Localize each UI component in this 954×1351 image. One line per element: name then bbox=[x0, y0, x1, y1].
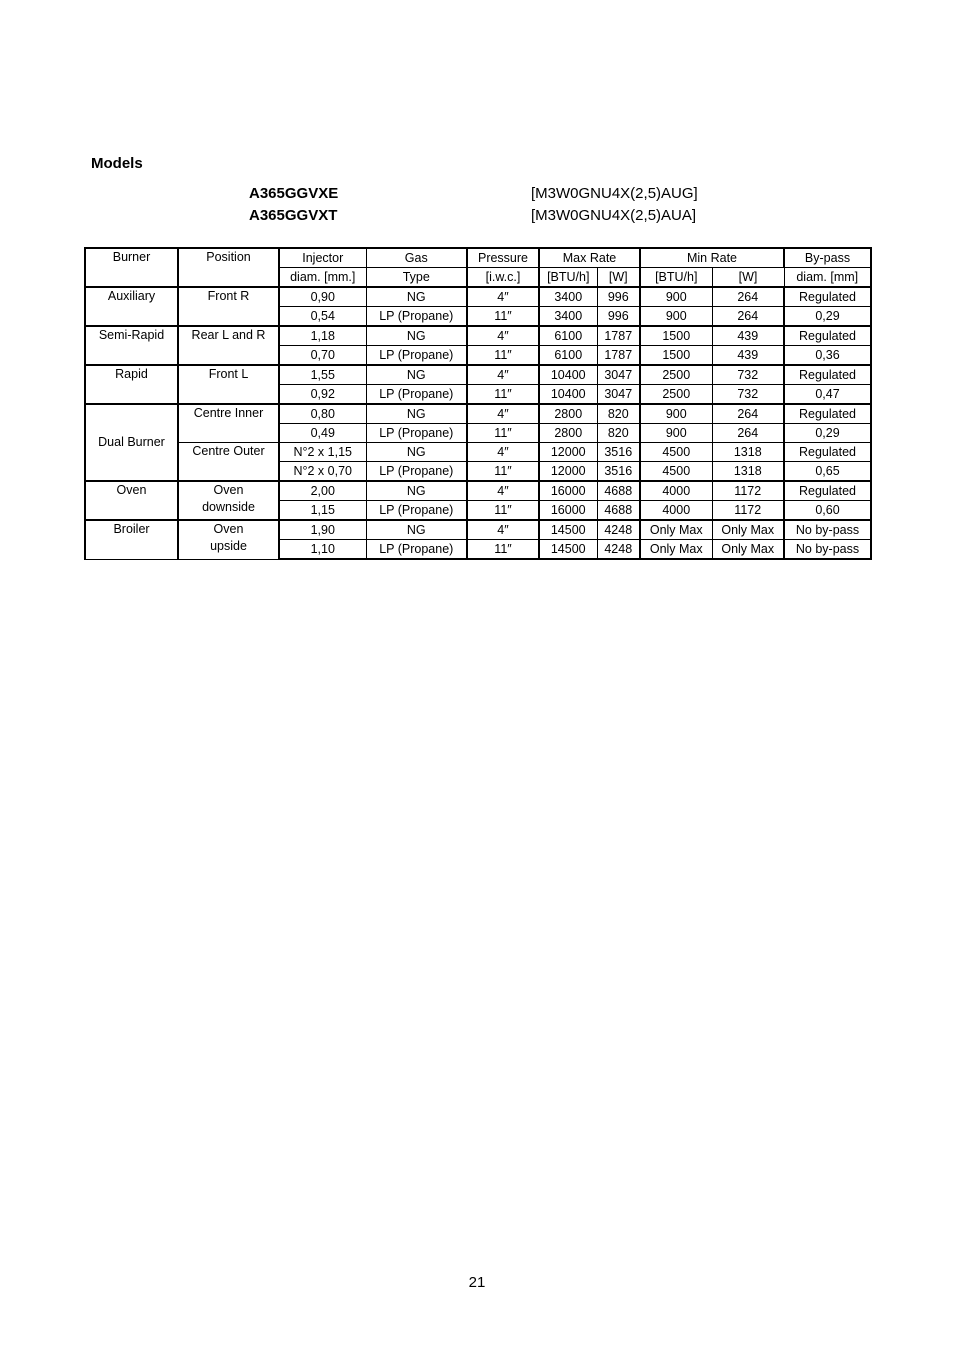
models-list bbox=[249, 183, 698, 227]
cell-bypass-diam: Regulated bbox=[784, 287, 871, 307]
cell-injector-diam: 2,00 bbox=[279, 481, 366, 501]
table-row bbox=[85, 326, 871, 346]
section-heading: Models bbox=[91, 155, 143, 172]
cell-max-btu: 10400 bbox=[539, 385, 597, 405]
cell-min-btu: 4000 bbox=[640, 501, 712, 521]
cell-injector-diam: 0,70 bbox=[279, 346, 366, 366]
burner-spec-table bbox=[84, 247, 872, 560]
burner-position bbox=[178, 326, 279, 365]
cell-max-w: 4248 bbox=[597, 520, 640, 540]
cell-min-w: 264 bbox=[712, 307, 784, 327]
cell-pressure: 4″ bbox=[467, 443, 539, 462]
cell-min-btu: Only Max bbox=[640, 540, 712, 560]
cell-max-btu: 14500 bbox=[539, 520, 597, 540]
cell-bypass-diam: 0,29 bbox=[784, 424, 871, 443]
cell-gas-type: LP (Propane) bbox=[366, 462, 467, 482]
model-name: A365GGVXE bbox=[249, 185, 339, 202]
burner-position bbox=[178, 481, 279, 520]
page-number: 21 bbox=[468, 1274, 486, 1291]
cell-injector-diam: 0,92 bbox=[279, 385, 366, 405]
cell-max-btu: 10400 bbox=[539, 365, 597, 385]
burner-position bbox=[178, 443, 279, 482]
cell-injector-diam: 0,80 bbox=[279, 404, 366, 424]
cell-min-btu: 2500 bbox=[640, 385, 712, 405]
cell-min-w: 1318 bbox=[712, 443, 784, 462]
cell-max-w: 820 bbox=[597, 404, 640, 424]
cell-bypass-diam: Regulated bbox=[784, 326, 871, 346]
burner-position bbox=[178, 404, 279, 443]
cell-max-btu: 16000 bbox=[539, 501, 597, 521]
cell-injector-diam: 1,18 bbox=[279, 326, 366, 346]
cell-min-w: Only Max bbox=[712, 540, 784, 560]
cell-max-btu: 2800 bbox=[539, 404, 597, 424]
position-label-line: Front L bbox=[208, 367, 249, 381]
cell-min-w: 264 bbox=[712, 424, 784, 443]
cell-min-btu: Only Max bbox=[640, 520, 712, 540]
cell-min-btu: 4500 bbox=[640, 462, 712, 482]
cell-max-w: 1787 bbox=[597, 346, 640, 366]
cell-min-btu: 900 bbox=[640, 424, 712, 443]
position-label-line: Front R bbox=[207, 289, 250, 303]
cell-max-btu: 6100 bbox=[539, 326, 597, 346]
cell-bypass-diam: Regulated bbox=[784, 404, 871, 424]
header-min-btu: [BTU/h] bbox=[640, 268, 712, 288]
cell-min-w: 264 bbox=[712, 404, 784, 424]
position-label-line: upside bbox=[210, 539, 247, 553]
table-row bbox=[85, 443, 871, 462]
cell-max-w: 4688 bbox=[597, 481, 640, 501]
cell-max-w: 3047 bbox=[597, 365, 640, 385]
cell-max-w: 3516 bbox=[597, 443, 640, 462]
position-label-line: Oven bbox=[213, 483, 244, 497]
cell-min-btu: 900 bbox=[640, 307, 712, 327]
cell-gas-type: NG bbox=[366, 365, 467, 385]
cell-max-w: 3047 bbox=[597, 385, 640, 405]
cell-min-btu: 900 bbox=[640, 404, 712, 424]
header-max-btu: [BTU/h] bbox=[539, 268, 597, 288]
header-bypass: By-pass bbox=[784, 248, 871, 268]
table-row bbox=[85, 404, 871, 424]
cell-gas-type: NG bbox=[366, 326, 467, 346]
cell-injector-diam: 1,55 bbox=[279, 365, 366, 385]
position-label-line: downside bbox=[202, 500, 255, 514]
table-row bbox=[85, 287, 871, 307]
cell-injector-diam: 1,10 bbox=[279, 540, 366, 560]
cell-bypass-diam: No by-pass bbox=[784, 520, 871, 540]
cell-min-w: Only Max bbox=[712, 520, 784, 540]
cell-injector-diam: 0,90 bbox=[279, 287, 366, 307]
cell-max-btu: 3400 bbox=[539, 287, 597, 307]
cell-max-w: 1787 bbox=[597, 326, 640, 346]
cell-pressure: 4″ bbox=[467, 481, 539, 501]
cell-max-w: 4688 bbox=[597, 501, 640, 521]
cell-max-btu: 14500 bbox=[539, 540, 597, 560]
model-code: [M3W0GNU4X(2,5)AUA] bbox=[531, 207, 697, 224]
cell-max-w: 820 bbox=[597, 424, 640, 443]
header-min-w: [W] bbox=[712, 268, 784, 288]
burner-position bbox=[178, 365, 279, 404]
cell-gas-type: LP (Propane) bbox=[366, 385, 467, 405]
burner-name: Semi-Rapid bbox=[85, 326, 178, 365]
position-label-line: Centre Inner bbox=[193, 406, 264, 420]
cell-bypass-diam: Regulated bbox=[784, 365, 871, 385]
cell-injector-diam: 1,15 bbox=[279, 501, 366, 521]
cell-injector-diam: 1,90 bbox=[279, 520, 366, 540]
model-row bbox=[249, 183, 698, 205]
burner-position bbox=[178, 520, 279, 559]
cell-gas-type: LP (Propane) bbox=[366, 540, 467, 560]
table-row bbox=[85, 481, 871, 501]
header-position: Position bbox=[178, 248, 279, 287]
cell-pressure: 11″ bbox=[467, 307, 539, 327]
cell-min-w: 1172 bbox=[712, 481, 784, 501]
cell-injector-diam: N°2 x 1,15 bbox=[279, 443, 366, 462]
cell-gas-type: LP (Propane) bbox=[366, 424, 467, 443]
cell-min-w: 1318 bbox=[712, 462, 784, 482]
cell-gas-type: NG bbox=[366, 404, 467, 424]
header-pressure: Pressure bbox=[467, 248, 539, 268]
cell-pressure: 4″ bbox=[467, 520, 539, 540]
cell-bypass-diam: 0,60 bbox=[784, 501, 871, 521]
cell-pressure: 11″ bbox=[467, 424, 539, 443]
cell-bypass-diam: 0,29 bbox=[784, 307, 871, 327]
cell-pressure: 4″ bbox=[467, 404, 539, 424]
model-code: [M3W0GNU4X(2,5)AUG] bbox=[531, 185, 698, 202]
cell-pressure: 11″ bbox=[467, 462, 539, 482]
cell-max-w: 996 bbox=[597, 307, 640, 327]
cell-max-btu: 12000 bbox=[539, 443, 597, 462]
cell-max-w: 3516 bbox=[597, 462, 640, 482]
cell-bypass-diam: 0,47 bbox=[784, 385, 871, 405]
cell-bypass-diam: 0,65 bbox=[784, 462, 871, 482]
cell-gas-type: LP (Propane) bbox=[366, 346, 467, 366]
header-row-1 bbox=[85, 248, 871, 268]
cell-bypass-diam: 0,36 bbox=[784, 346, 871, 366]
header-max-rate: Max Rate bbox=[539, 248, 640, 268]
cell-min-w: 732 bbox=[712, 385, 784, 405]
model-name: A365GGVXT bbox=[249, 207, 338, 224]
cell-injector-diam: 0,54 bbox=[279, 307, 366, 327]
cell-max-btu: 3400 bbox=[539, 307, 597, 327]
header-burner: Burner bbox=[85, 248, 178, 287]
burner-name: Rapid bbox=[85, 365, 178, 404]
cell-min-w: 264 bbox=[712, 287, 784, 307]
cell-pressure: 11″ bbox=[467, 501, 539, 521]
burner-position bbox=[178, 287, 279, 326]
cell-min-btu: 2500 bbox=[640, 365, 712, 385]
cell-bypass-diam: Regulated bbox=[784, 443, 871, 462]
cell-pressure: 11″ bbox=[467, 540, 539, 560]
cell-min-btu: 4500 bbox=[640, 443, 712, 462]
cell-min-w: 439 bbox=[712, 326, 784, 346]
header-min-rate: Min Rate bbox=[640, 248, 784, 268]
cell-pressure: 11″ bbox=[467, 346, 539, 366]
cell-pressure: 4″ bbox=[467, 326, 539, 346]
header-pressure-unit: [i.w.c.] bbox=[467, 268, 539, 288]
header-bypass-unit: diam. [mm] bbox=[784, 268, 871, 288]
cell-gas-type: NG bbox=[366, 287, 467, 307]
cell-pressure: 4″ bbox=[467, 287, 539, 307]
cell-gas-type: NG bbox=[366, 443, 467, 462]
cell-max-w: 996 bbox=[597, 287, 640, 307]
header-gas: Gas bbox=[366, 248, 467, 268]
cell-injector-diam: 0,49 bbox=[279, 424, 366, 443]
cell-pressure: 11″ bbox=[467, 385, 539, 405]
model-row bbox=[249, 205, 698, 227]
header-injector-unit: diam. [mm.] bbox=[279, 268, 366, 288]
header-max-w: [W] bbox=[597, 268, 640, 288]
table-row bbox=[85, 520, 871, 540]
cell-min-btu: 1500 bbox=[640, 326, 712, 346]
position-label-line: Centre Outer bbox=[192, 444, 265, 458]
cell-min-btu: 1500 bbox=[640, 346, 712, 366]
cell-injector-diam: N°2 x 0,70 bbox=[279, 462, 366, 482]
cell-min-btu: 4000 bbox=[640, 481, 712, 501]
header-gas-type: Type bbox=[366, 268, 467, 288]
cell-gas-type: NG bbox=[366, 481, 467, 501]
burner-name: Auxiliary bbox=[85, 287, 178, 326]
cell-min-w: 732 bbox=[712, 365, 784, 385]
cell-gas-type: NG bbox=[366, 520, 467, 540]
cell-bypass-diam: Regulated bbox=[784, 481, 871, 501]
cell-min-w: 439 bbox=[712, 346, 784, 366]
cell-max-btu: 12000 bbox=[539, 462, 597, 482]
cell-min-btu: 900 bbox=[640, 287, 712, 307]
burner-name: Oven bbox=[85, 481, 178, 520]
cell-max-w: 4248 bbox=[597, 540, 640, 560]
cell-gas-type: LP (Propane) bbox=[366, 501, 467, 521]
burner-name: Broiler bbox=[85, 520, 178, 559]
header-injector: Injector bbox=[279, 248, 366, 268]
cell-bypass-diam: No by-pass bbox=[784, 540, 871, 560]
position-label-line: Rear L and R bbox=[191, 328, 266, 342]
position-label-line: Oven bbox=[213, 522, 244, 536]
cell-max-btu: 2800 bbox=[539, 424, 597, 443]
cell-max-btu: 16000 bbox=[539, 481, 597, 501]
table-row bbox=[85, 365, 871, 385]
cell-gas-type: LP (Propane) bbox=[366, 307, 467, 327]
cell-min-w: 1172 bbox=[712, 501, 784, 521]
cell-pressure: 4″ bbox=[467, 365, 539, 385]
burner-name: Dual Burner bbox=[85, 404, 178, 481]
cell-max-btu: 6100 bbox=[539, 346, 597, 366]
